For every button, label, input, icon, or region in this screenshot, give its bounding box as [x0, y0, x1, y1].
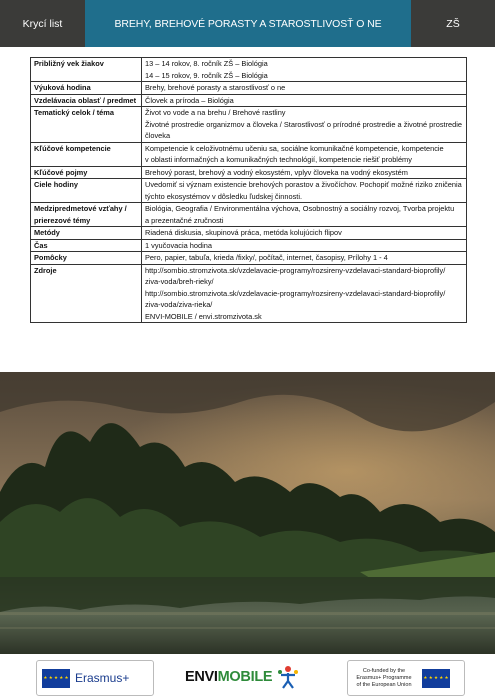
row-value-line: Pero, papier, tabuľa, krieda /fixky/, počítač, internet, časopisy, Prílohy 1 - 4 — [145, 253, 388, 262]
envimobile-label-a: ENVI — [185, 669, 218, 685]
row-label: Kľúčové kompetencie — [31, 142, 142, 166]
row-value-line: týchto ekosystémov v dôsledku ľudskej činnosti. — [145, 191, 303, 201]
row-value-line: v oblasti informačných a komunikačných technológií, kompetencie riešiť problémy — [145, 155, 412, 164]
river-landscape-photo — [0, 372, 495, 654]
row-value — [142, 142, 467, 166]
row-label: Kľúčové pojmy — [31, 166, 142, 179]
row-label: Pomôcky — [31, 252, 142, 265]
row-label: Ciele hodiny — [31, 179, 142, 203]
erasmus-label: Erasmus+ — [75, 671, 130, 685]
row-value — [142, 166, 467, 179]
erasmus-logo — [36, 660, 154, 696]
row-value — [142, 107, 467, 143]
table-row — [31, 107, 467, 143]
table-row — [31, 166, 467, 179]
header-doc-type: Krycí list — [0, 0, 85, 47]
row-value — [142, 179, 467, 203]
row-value — [142, 82, 467, 95]
row-value-line: 1 vyučovacia hodina — [145, 240, 212, 250]
row-value — [142, 227, 467, 240]
row-label: Zdroje — [31, 264, 142, 323]
envimobile-logo — [185, 660, 309, 694]
header-school-level: ZŠ — [411, 0, 495, 47]
row-value-line: http://sombio.stromzivota.sk/vzdelavacie-programy/rozsireny-vzdelavaci-standard-bioprofily/ — [145, 265, 446, 275]
row-value — [142, 58, 467, 82]
table-row — [31, 94, 467, 107]
row-label: Výuková hodina — [31, 82, 142, 95]
row-label: Približný vek žiakov — [31, 58, 142, 82]
table-row — [31, 227, 467, 240]
row-value-line: http://sombio.stromzivota.sk/vzdelavacie-programy/rozsireny-vzdelavaci-standard-bioprofily/ — [145, 288, 446, 298]
row-label: Medzipredmetové vzťahy / prierezové témy — [31, 203, 142, 227]
funding-footer — [0, 654, 495, 700]
row-value-line: Brehový porast, brehový a vodný ekosystém, vplyv človeka na vodný ekosystém — [145, 167, 408, 177]
row-value-line: Riadená diskusia, skupinová práca, metóda kolujúcich flipov — [145, 228, 342, 237]
row-value — [142, 94, 467, 107]
row-value-line: Životné prostredie organizmov a človeka / Starostlivosť o prírodné prostredie a životné prostredie — [145, 119, 463, 129]
row-value-line: človeka — [145, 131, 171, 140]
page-header — [0, 0, 495, 47]
table-row — [31, 179, 467, 203]
row-value — [142, 203, 467, 227]
figures-icon — [275, 664, 301, 690]
envimobile-label — [185, 669, 272, 685]
row-label: Tematický celok / téma — [31, 107, 142, 143]
row-value-line: ziva-voda/breh-rieky/ — [145, 277, 214, 286]
table-row — [31, 142, 467, 166]
cofunded-logo — [347, 660, 465, 696]
table-row — [31, 264, 467, 323]
table-row — [31, 82, 467, 95]
row-value-line: Život vo vode a na brehu / Brehové rastliny — [145, 108, 286, 117]
row-value-line: ziva-voda/ziva-rieka/ — [145, 300, 213, 309]
eu-flag-icon: ★ ★ ★ ★ ★ — [42, 669, 70, 688]
eu-flag-icon: ★ ★ ★ ★ ★ — [422, 669, 450, 688]
table-row — [31, 239, 467, 252]
table-row — [31, 58, 467, 82]
table-row — [31, 203, 467, 227]
row-value — [142, 239, 467, 252]
row-value-line: ENVI-MOBILE / envi.stromzivota.sk — [145, 311, 262, 321]
row-value — [142, 252, 467, 265]
header-title: BREHY, BREHOVÉ PORASTY A STAROSTLIVOSŤ O NE — [85, 0, 411, 47]
row-value-line: Kompetencie k celoživotnému učeniu sa, sociálne komunikačné kompetencie, kompetencie — [145, 143, 444, 153]
row-value-line: 14 – 15 rokov, 9. ročník ZŠ – Biológia — [145, 70, 268, 80]
row-value — [142, 264, 467, 323]
row-value-line: 13 – 14 rokov, 8. ročník ZŠ – Biológia — [145, 59, 268, 68]
row-label: Vzdelávacia oblasť / predmet — [31, 94, 142, 107]
cofunded-label: Co-funded by the Erasmus+ Programme of the European Union — [356, 667, 412, 688]
row-label: Čas — [31, 239, 142, 252]
row-value-line: Biológia, Geografia / Environmentálna výchova, Osobnostný a sociálny rozvoj, Tvorba projektu — [145, 204, 455, 213]
envimobile-label-b: MOBILE — [217, 669, 273, 685]
row-value-line: a prezentačné zručnosti — [145, 215, 224, 225]
cover-sheet-table — [30, 57, 467, 323]
row-value-line: Uvedomiť si význam existencie brehových porastov a živočíchov. Pochopiť možné riziko zničenia — [145, 180, 462, 189]
row-label: Metódy — [31, 227, 142, 240]
row-value-line: Brehy, brehové porasty a starostlivosť o ne — [145, 83, 286, 92]
row-value-line: Človek a príroda – Biológia — [145, 95, 234, 105]
table-row — [31, 252, 467, 265]
